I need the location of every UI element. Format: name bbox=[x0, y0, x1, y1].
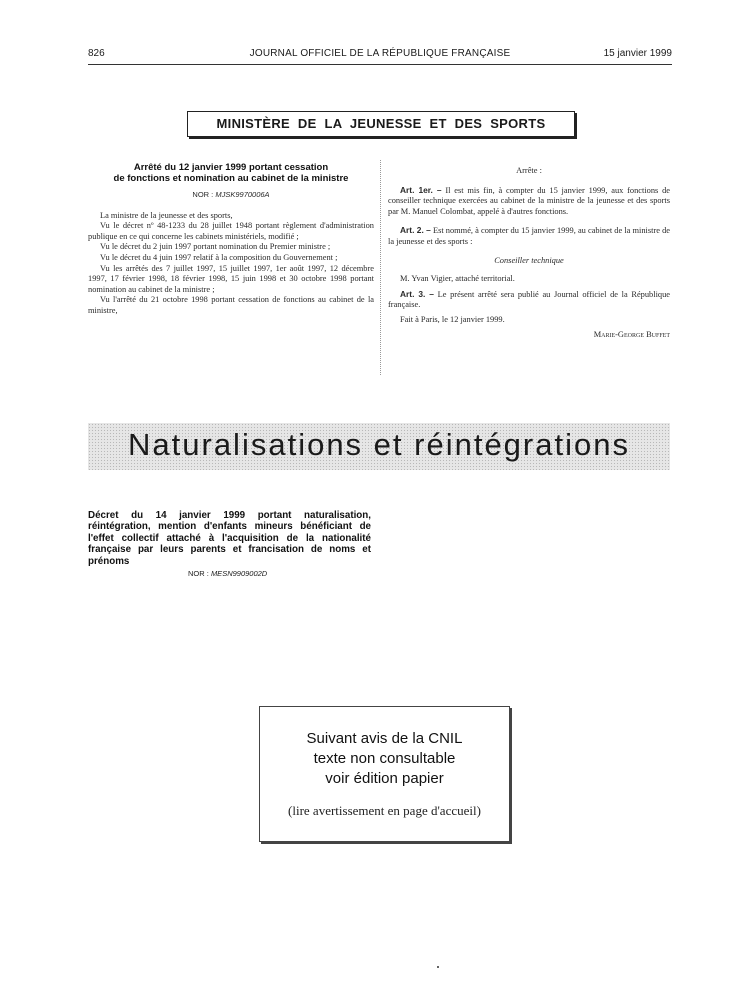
nor-code: MESN9909002D bbox=[210, 569, 268, 579]
cnil-line-3: voir édition papier bbox=[325, 770, 444, 787]
article-2 bbox=[388, 225, 670, 247]
done-at: Fait à Paris, le 12 janvier 1999. bbox=[400, 314, 505, 324]
arrete-right-column bbox=[388, 166, 670, 340]
arrete-left-column bbox=[88, 162, 374, 317]
arrete-word: Arrête : bbox=[516, 166, 542, 175]
article-1 bbox=[388, 185, 670, 218]
article-2-label: Art. 2. – bbox=[400, 225, 431, 236]
cnil-note: (lire avertissement en page d'accueil) bbox=[288, 803, 481, 818]
article-2-text: Est nommé, à compter du 15 janvier 1999, au cabinet de la ministre de la jeunesse et des sports : bbox=[388, 226, 670, 246]
preamble-line: Vu le décret du 4 juin 1997 relatif à la composition du Gouvernement ; bbox=[100, 252, 338, 262]
preamble-line: Vu l'arrêté du 21 octobre 1998 portant cessation de fonctions au cabinet de la ministre, bbox=[88, 295, 374, 315]
arrete-nor bbox=[88, 190, 374, 201]
page-header bbox=[88, 48, 672, 64]
header-rule bbox=[88, 64, 672, 65]
decret-block bbox=[88, 510, 371, 588]
article-3-label: Art. 3. – bbox=[400, 288, 434, 299]
arrete-title-line2: de fonctions et nomination au cabinet de la ministre bbox=[113, 173, 349, 184]
nor-label: NOR : bbox=[188, 569, 209, 579]
decret-title: Décret du 14 janvier 1999 portant naturalisation, réintégration, mention d'enfants mineurs bénéficiant de l'effet collectif attaché à l'acquisition de la nationalité française par leurs parents et francisation de noms et prénoms bbox=[88, 510, 371, 567]
arrete-title-line1: Arrêté du 12 janvier 1999 portant cessation bbox=[133, 162, 329, 173]
appointee: M. Yvan Vigier, attaché territorial. bbox=[400, 274, 515, 284]
preamble-line: Vu le décret nº 48-1233 du 28 juillet 1948 portant règlement d'administration publique en ce qui concerne les cabinets ministériels, modifié ; bbox=[88, 221, 374, 241]
decret-nor bbox=[188, 569, 371, 578]
cnil-line-2: texte non consultable bbox=[313, 750, 456, 767]
nor-label: NOR : bbox=[192, 190, 214, 199]
page-number: 826 bbox=[88, 48, 105, 59]
cnil-line-1: Suivant avis de la CNIL bbox=[306, 730, 463, 747]
nor-code: MJSK9970006A bbox=[215, 190, 270, 199]
cnil-notice-main bbox=[260, 729, 509, 789]
article-1-text: Il est mis fin, à compter du 15 janvier 1999, aux fonctions de conseiller technique exercées au cabinet de la ministre de la jeunesse et des sports par M. Manuel Colombat, appelé à d'autres fonctions. bbox=[388, 185, 670, 216]
article-1-label: Art. 1er. – bbox=[400, 184, 442, 195]
article-3 bbox=[388, 289, 670, 311]
section-banner-title: Naturalisations et réintégrations bbox=[128, 427, 630, 462]
cnil-notice-box bbox=[259, 706, 510, 842]
ministry-heading: MINISTÈRE DE LA JEUNESSE ET DES SPORTS bbox=[187, 111, 575, 137]
scan-speck bbox=[437, 966, 439, 968]
article-3-text: Le présent arrêté sera publié au Journal officiel de la République française. bbox=[388, 289, 670, 310]
issue-date: 15 janvier 1999 bbox=[603, 48, 672, 59]
signature: Marie-George Buffet bbox=[593, 329, 670, 339]
preamble-line: La ministre de la jeunesse et des sports, bbox=[100, 210, 233, 220]
column-divider bbox=[380, 160, 381, 375]
preamble-line: Vu le décret du 2 juin 1997 portant nomination du Premier ministre ; bbox=[100, 242, 331, 252]
preamble-line: Vu les arrêtés des 7 juillet 1997, 15 juillet 1997, 1er août 1997, 12 décembre 1997, 17 février 1998, 18 février 1998, 15 juin 1998 et 30 octobre 1998 portant nomination au cabinet de la ministre ; bbox=[88, 263, 374, 294]
section-banner bbox=[88, 423, 670, 470]
role-title: Conseiller technique bbox=[494, 255, 564, 265]
journal-title: JOURNAL OFFICIEL DE LA RÉPUBLIQUE FRANÇAISE bbox=[249, 48, 511, 59]
